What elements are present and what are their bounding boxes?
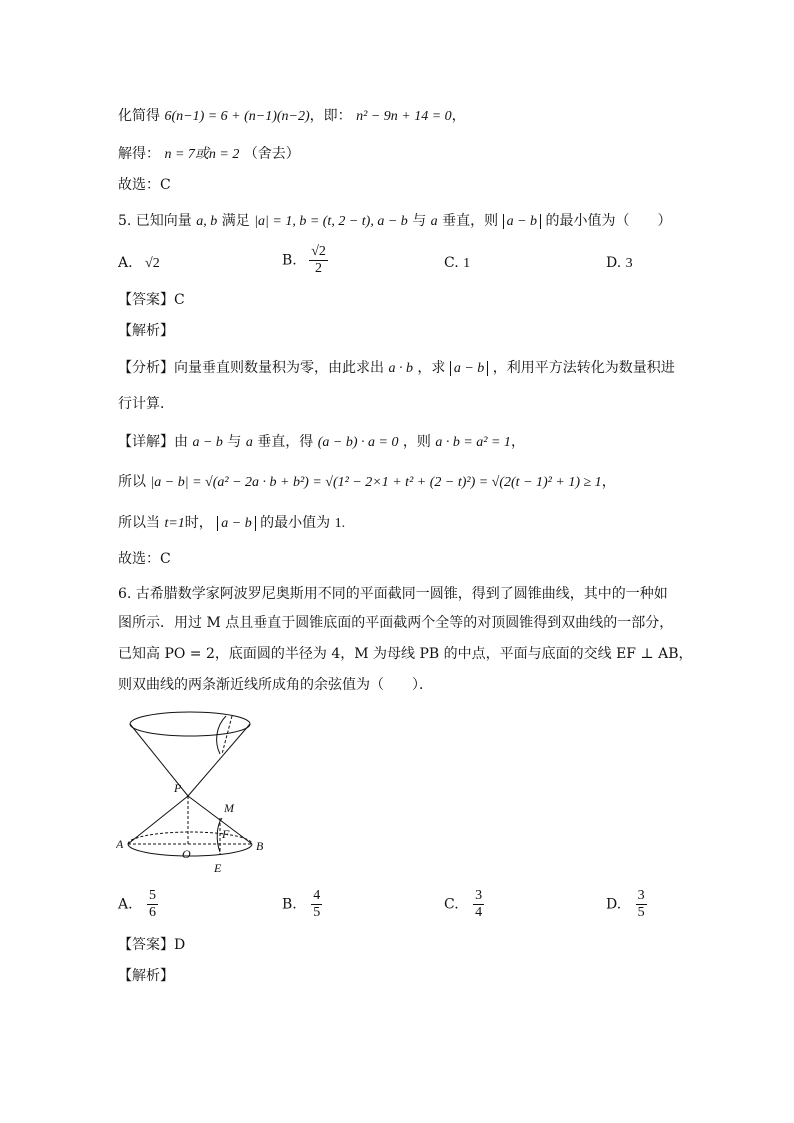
answer-6: 【答案】D [118,937,186,953]
text: 的最小值为 [260,515,331,531]
math: a [245,435,253,450]
math: a [430,214,438,229]
analysis-header-6: 【解析】 [118,968,174,984]
math: t=1 [164,516,185,531]
option-letter: C. [444,896,459,913]
math: a − b [217,516,255,531]
text: 【分析】向量垂直则数量积为零，由此求出 [118,360,384,376]
option-5-c [444,255,470,272]
math: a − b [503,214,541,229]
option-value: 3 [625,256,633,271]
option-6-c [444,888,484,921]
solve-line [118,144,300,165]
text: 5. 已知向量 [118,213,192,229]
text: 所以当 [118,515,160,531]
fraction [473,888,484,921]
label-f: F [222,827,230,841]
option-letter: B. [282,252,297,269]
top-ellipse [130,712,250,736]
simplify-line [118,106,466,127]
text: 时， [184,515,213,531]
option-letter: A. [118,896,133,913]
math: (a − b) · a = 0 [317,435,399,450]
text: ， [510,434,525,450]
label-p: P [174,781,182,795]
text: 【详解】由 [118,434,188,450]
question-6-line-1: 6. 古希腊数学家阿波罗尼奥斯用不同的平面截同一圆锥，得到了圆锥曲线，其中的一种如 [118,586,668,602]
numerator: √2 [311,244,326,259]
analysis-5 [118,358,675,379]
text: ，则 [402,434,431,450]
text: 垂直，得 [257,434,314,450]
fraction [311,888,322,921]
bottom-ellipse-back [128,832,252,844]
math: 1. [334,516,346,531]
detail-5-min [118,513,345,534]
question-6-line-4: 则双曲线的两条渐近线所成角的余弦值为（ ）． [118,677,433,693]
label-o: O [182,847,191,861]
analysis-5-cont: 行计算． [118,396,174,412]
text: ， [601,474,616,490]
text: 满足 [221,213,250,229]
text: ，即： [309,108,352,124]
option-letter: B. [282,896,297,913]
text: 所以 [118,474,146,490]
denominator: 2 [315,261,323,276]
option-6-d [606,888,647,921]
text: 垂直，则 [442,213,499,229]
option-6-b [282,888,322,921]
math: |a| = 1, b = (t, 2 − t), a − b [254,214,408,229]
text: ，利用平方法转化为数量积进 [492,360,675,376]
text: ， [451,108,466,124]
text: （舍去） [243,146,300,162]
numerator: 4 [313,888,321,903]
math: 6(n−1) = 6 + (n−1)(n−2) [164,109,310,124]
answer-pick-4: 故选：C [118,177,171,193]
text: 解得： [118,146,160,162]
math: n = 7或n = 2 [164,147,240,162]
detail-5 [118,432,525,453]
fraction [309,244,328,277]
math: a · b = a² = 1 [435,435,511,450]
option-5-b [282,244,328,277]
math: a · b [388,361,413,376]
option-value: 1 [463,256,471,271]
text: 化简得 [118,108,160,124]
label-e: E [214,861,222,875]
answer-5: 【答案】C [118,292,185,308]
text: 的最小值为（ ） [545,213,672,229]
label-b: B [256,839,264,853]
option-5-a [118,255,160,272]
generator-pa [128,796,188,844]
text: ，求 [417,360,446,376]
analysis-header-5: 【解析】 [118,323,174,339]
denominator: 6 [149,905,157,920]
option-letter: D. [606,255,622,271]
detail-5-derivation [118,472,616,493]
label-m: M [224,801,234,815]
question-6-line-2: 图所示．用过 M 点且垂直于圆锥底面的平面截两个全等的对顶圆锥得到双曲线的一部分， [118,615,674,631]
text: 与 [412,213,427,229]
option-letter: D. [606,896,622,913]
option-6-a [118,888,158,921]
math: n² − 9n + 14 = 0 [356,109,452,124]
option-5-d [606,255,633,272]
option-value: √2 [145,256,160,271]
denominator: 5 [313,905,321,920]
fraction [636,888,647,921]
math: a, b [196,214,218,229]
numerator: 3 [637,888,645,903]
math: a − b [192,435,223,450]
fraction [147,888,158,921]
math: a − b [450,361,488,376]
option-letter: C. [444,255,459,271]
section-line-upper [222,716,232,754]
numerator: 5 [149,888,157,903]
answer-pick-5: 故选：C [118,551,171,567]
math: |a − b| = √(a² − 2a · b + b²) = √(1² − 2×1 + t² + (2 − t)²) = √(2(t − 1)² + 1) ≥ 1 [150,475,602,490]
question-6-line-3: 已知高 PO = 2，底面圆的半径为 4，M 为母线 PB 的中点，平面与底面的交线 EF ⊥ AB， [118,646,693,662]
denominator: 4 [475,905,483,920]
option-letter: A. [118,255,133,271]
numerator: 3 [475,888,483,903]
denominator: 5 [637,905,645,920]
double-cone-figure [116,704,276,876]
question-5 [118,211,671,232]
label-a: A [116,837,124,851]
text: 与 [227,434,242,450]
